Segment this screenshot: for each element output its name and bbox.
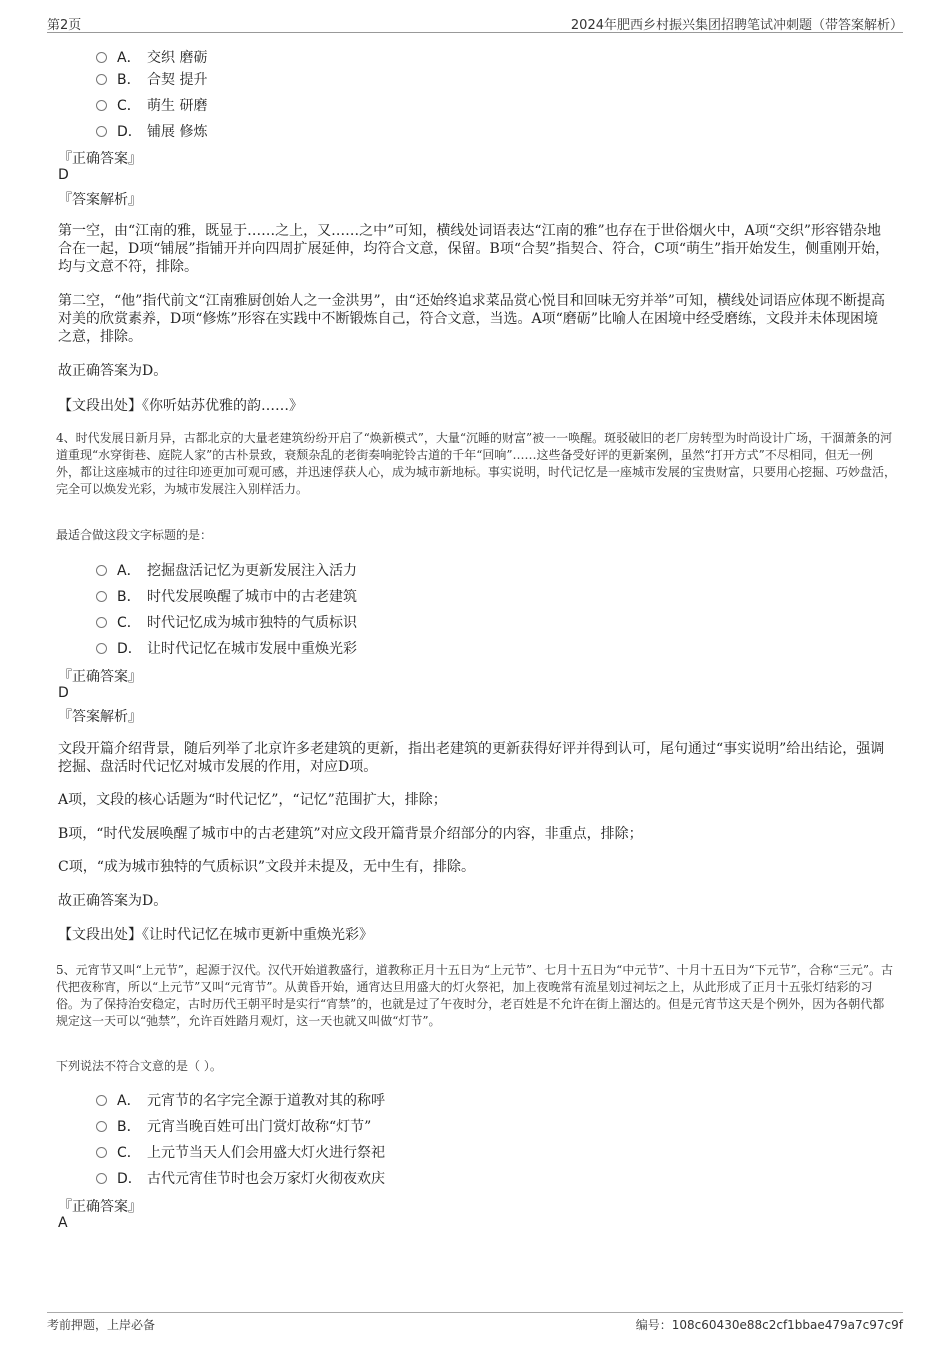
code-value: 108c60430e88c2cf1bbae479a7c97c9f	[671, 1318, 903, 1332]
q3-option-b[interactable]: B． 合契 提升	[96, 69, 207, 89]
radio-icon[interactable]	[96, 1095, 107, 1106]
radio-icon[interactable]	[96, 74, 107, 85]
q5-option-c[interactable]: C． 上元节当天人们会用盛大灯火进行祭祀	[96, 1142, 385, 1162]
q3-analysis-label: 『答案解析』	[58, 192, 142, 208]
q4-answer-label: 『正确答案』	[58, 669, 142, 685]
radio-icon[interactable]	[96, 591, 107, 602]
page-number: 第2页	[47, 18, 82, 33]
q4-analysis-paragraph: B项，“时代发展唤醒了城市中的古老建筑”对应文段开篇背景介绍部分的内容，非重点，排除；	[58, 826, 643, 842]
q3-analysis-paragraph: 第二空，“他”指代前文“江南雅厨创始人之一金洪男”，由“还始终追求菜品赏心悦目和回味无穷并举”可知，横线处词语应体现不断提高对美的欣赏素养，D项“修炼”形容在实践中不断锻炼自己，符合文意，当选。A项“磨砺”比喻人在困境中经受磨练，文段并未体现困境之意，排除。	[58, 293, 885, 345]
q3-option-a[interactable]: A． 交织 磨砺	[96, 47, 207, 67]
radio-icon[interactable]	[96, 1147, 107, 1158]
radio-icon[interactable]	[96, 1121, 107, 1132]
code-label: 编号：	[635, 1318, 672, 1332]
radio-icon[interactable]	[96, 126, 107, 137]
q3-option-d[interactable]: D． 铺展 修炼	[96, 121, 207, 141]
q5-prompt: 下列说法不符合文意的是（ ）。	[56, 1059, 222, 1073]
q4-analysis-label: 『答案解析』	[58, 709, 142, 725]
footer-slogan: 考前押题，上岸必备	[47, 1318, 156, 1332]
q3-analysis-paragraph: 第一空，由“江南的雅，既显于……之上，又……之中”可知，横线处词语表达“江南的雅”也存在于世俗烟火中，A项“交织”形容错杂地合在一起，D项“铺展”指铺开并向四周扩展延伸，均符合文意，保留。B项“合契”指契合、符合，C项“萌生”指开始发生，侧重刚开始，均与文意不符，排除。	[58, 223, 890, 275]
radio-icon[interactable]	[96, 52, 107, 63]
q5-answer: A	[58, 1215, 68, 1231]
q5-option-d[interactable]: D． 古代元宵佳节时也会万家灯火彻夜欢庆	[96, 1168, 385, 1188]
q5-passage: 5、元宵节又叫“上元节”，起源于汉代。汉代开始道教盛行，道教称正月十五日为“上元节”、七月十五日为“中元节”、十月十五日为“下元节”，合称“三元”。古代把夜称宵，所以“上元节”又叫“元宵节”。从黄昏开始，通宵达旦用盛大的灯火祭祀，加上夜晚常有流星划过祠坛之上，从此形成了正月十五张灯结彩的习俗。为了保持治安稳定，古时历代王朝平时是实行“宵禁”的，也就是过了午夜时分，老百姓是不允许在街上溜达的。但是元宵节这天是个例外，因为各朝代都规定这一天可以“弛禁”，允许百姓踏月观灯，这一天也就又叫做“灯节”。	[56, 963, 893, 1028]
q4-analysis-paragraph: C项，“成为城市独特的气质标识”文段并未提及，无中生有，排除。	[58, 859, 476, 875]
radio-icon[interactable]	[96, 1173, 107, 1184]
q4-source: 【文段出处】《让时代记忆在城市更新中重焕光彩》	[58, 927, 373, 943]
q3-answer-label: 『正确答案』	[58, 151, 142, 167]
page-footer	[47, 1312, 903, 1332]
q4-option-a[interactable]: A． 挖掘盘活记忆为更新发展注入活力	[96, 560, 357, 580]
q4-answer: D	[58, 685, 69, 701]
radio-icon[interactable]	[96, 565, 107, 576]
q3-answer: D	[58, 167, 69, 183]
q4-option-b[interactable]: B． 时代发展唤醒了城市中的古老建筑	[96, 586, 357, 606]
radio-icon[interactable]	[96, 100, 107, 111]
q4-analysis-paragraph: 文段开篇介绍背景，随后列举了北京许多老建筑的更新，指出老建筑的更新获得好评并得到认可，尾句通过“事实说明”给出结论，强调挖掘、盘活时代记忆对城市发展的作用，对应D项。	[58, 741, 885, 775]
q5-option-a[interactable]: A． 元宵节的名字完全源于道教对其的称呼	[96, 1090, 385, 1110]
radio-icon[interactable]	[96, 643, 107, 654]
radio-icon[interactable]	[96, 617, 107, 628]
q3-source: 【文段出处】《你听姑苏优雅的韵……》	[58, 398, 303, 414]
q4-analysis-paragraph: A项，文段的核心话题为“时代记忆”，“记忆”范围扩大，排除；	[58, 792, 447, 808]
q3-option-c[interactable]: C． 萌生 研磨	[96, 95, 207, 115]
document-code	[636, 1316, 903, 1333]
q5-answer-label: 『正确答案』	[58, 1199, 142, 1215]
q4-option-c[interactable]: C． 时代记忆成为城市独特的气质标识	[96, 612, 357, 632]
q3-conclusion: 故正确答案为D。	[58, 363, 168, 379]
q4-option-d[interactable]: D． 让时代记忆在城市发展中重焕光彩	[96, 638, 357, 658]
q4-conclusion: 故正确答案为D。	[58, 893, 168, 909]
q4-passage: 4、时代发展日新月异，古都北京的大量老建筑纷纷开启了“焕新模式”，大量“沉睡的财富”被一一唤醒。斑驳破旧的老厂房转型为时尚设计广场，干涸萧条的河道重现“水穿街巷、庭院人家”的古朴景致，衰颓杂乱的老街奏响驼铃古道的千年“回响”……这些备受好评的更新案例，虽然“打开方式”不尽相同，但无一例外，都让这座城市的过往印迹更加可观可感，并迅速俘获人心，成为城市新地标。事实说明，时代记忆是一座城市发展的宝贵财富，只要用心挖掘、巧妙盘活，完全可以焕发光彩，为城市发展注入别样活力。	[56, 431, 897, 496]
q4-prompt: 最适合做这段文字标题的是：	[56, 528, 213, 542]
document-title: 2024年肥西乡村振兴集团招聘笔试冲刺题（带答案解析）	[570, 18, 903, 33]
q5-option-b[interactable]: B． 元宵当晚百姓可出门赏灯故称“灯节”	[96, 1116, 371, 1136]
page-header	[47, 12, 903, 33]
